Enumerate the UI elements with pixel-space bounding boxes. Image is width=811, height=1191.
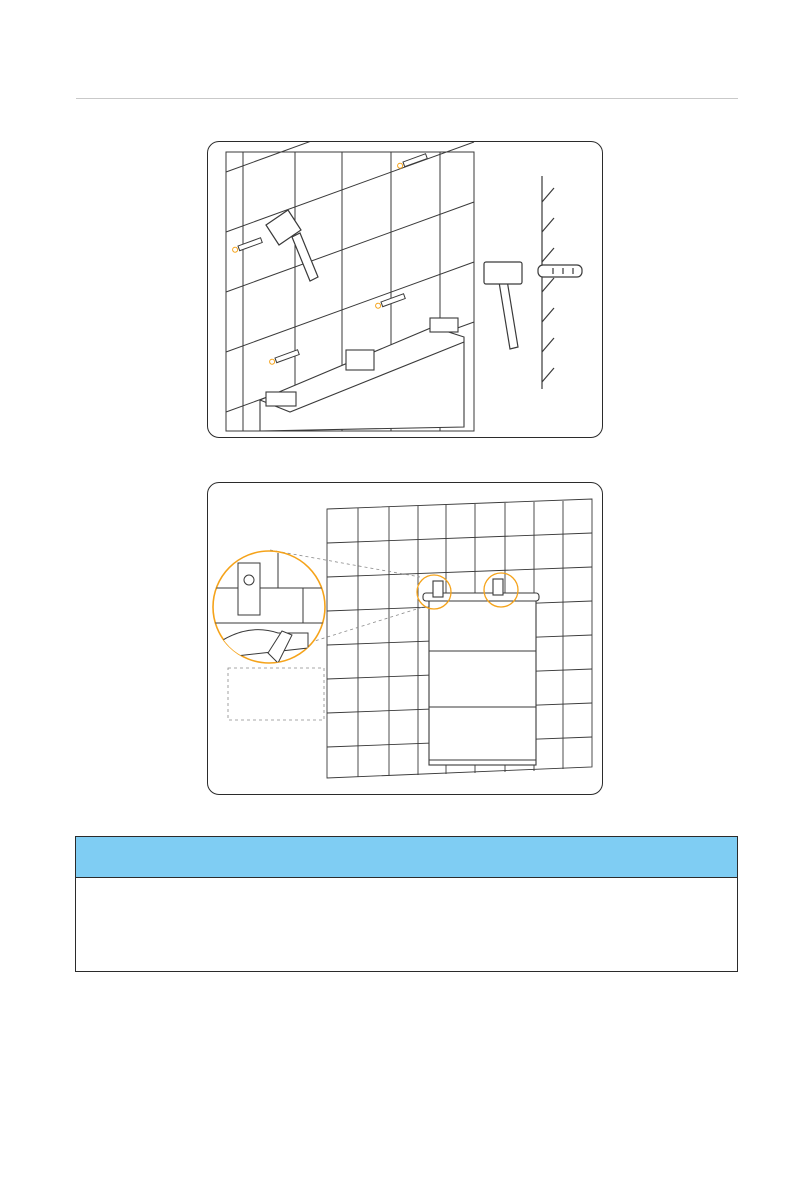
- battery-stack-icon: [423, 579, 539, 765]
- wall-section-icon: [542, 176, 554, 389]
- note-body: [76, 878, 737, 898]
- note-box: [75, 836, 738, 972]
- battery-mounting-illustration: [208, 483, 603, 795]
- page-header-rule: [76, 0, 738, 99]
- figure-wall-anchors: [207, 141, 603, 438]
- wall-anchor-illustration: [208, 142, 603, 438]
- expansion-bolt-icon: [232, 154, 427, 365]
- battery-base-icon: [260, 318, 464, 431]
- note-header: [76, 837, 737, 878]
- expansion-bolt-icon: [538, 265, 582, 277]
- figure-battery-mounting: [207, 482, 603, 795]
- bracket-detail-icon: [213, 551, 325, 663]
- hammer-icon: [266, 210, 318, 281]
- hammer-icon: [484, 262, 522, 349]
